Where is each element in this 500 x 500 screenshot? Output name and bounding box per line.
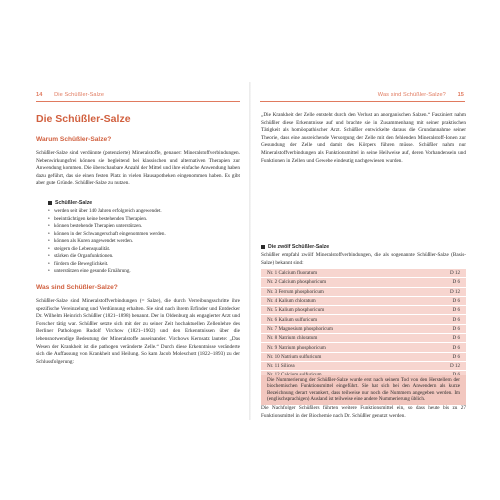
table-row <box>261 269 466 278</box>
table-row <box>261 278 466 287</box>
left-running-title: Die Schüßler-Salze <box>54 92 105 98</box>
section-heading-why: Warum Schüßler-Salze? <box>36 136 112 143</box>
table-row <box>261 334 466 343</box>
benefits-list-item: • beeinträchtigen keine bestehenden Therapien. <box>48 216 238 224</box>
salt-name: Nr. 10 Natrium sulfuricum <box>267 353 322 360</box>
section-heading-what: Was sind Schüßler-Salze? <box>36 284 118 291</box>
benefits-list-item: • unterstützen eine gesunde Ernährung. <box>48 268 238 276</box>
left-running-head <box>36 92 104 98</box>
salts-table-heading <box>261 244 329 250</box>
numbering-note <box>261 375 466 405</box>
benefits-list-item: • fördern die Beweglichkeit. <box>48 261 238 269</box>
table-row <box>261 325 466 334</box>
table-row <box>261 306 466 315</box>
right-page-number: 15 <box>457 92 464 98</box>
salts-table-intro: Schüßler empfahl zwölf Mineralstoffverbindungen, die als sogenannte Schüßler-Salze (Basis-Salze) bekannt sind: <box>261 252 466 266</box>
table-row <box>261 315 466 324</box>
salts-table-heading-text: Die zwölf Schüßler-Salze <box>268 244 330 250</box>
salt-name: Nr. 4 Kalium chloratum <box>267 298 316 305</box>
left-page-number: 14 <box>36 92 43 98</box>
right-running-head <box>378 92 464 98</box>
salt-name: Nr. 8 Natrium chloratum <box>267 335 318 342</box>
salt-potency: D 6 <box>452 279 460 286</box>
salt-potency: D 12 <box>449 363 460 370</box>
intro-body: „Die Krankheit der Zelle entsteht durch den Verlust an anorganischen Salzen.“ Fasziniert nahm Schüßler diese Erkenntnisse auf und brachte sie in Zusammenhang mit seiner praktischen Tätigkeit als homöopathischer Arzt. Schüßler entwickelte daraus die Grundannahme seiner Theorie, dass eine ausreichende Versorgung der Zelle mit den fehlenden Mineralstoff-Ionen zur Gesundung der Zelle und damit des Körpers führen müsse. Schüßler nahm nur Mineralstoffverbindungen als Funktionsmittel in seine Heilweise auf, deren Vorhandensein und Funktionen in Zellen und Gewebe eindeutig nachgewiesen wurden. <box>261 112 466 164</box>
table-row <box>261 343 466 352</box>
salt-name: Nr. 3 Ferrum phosphoricum <box>267 288 324 295</box>
benefits-list-item: • können bestehende Therapien unterstützen. <box>48 223 238 231</box>
table-row <box>261 362 466 371</box>
square-bullet-icon <box>48 201 52 205</box>
table-row <box>261 353 466 362</box>
benefits-list-item: • können als Kuren angewendet werden. <box>48 238 238 246</box>
section-body-why: Schüßler-Salze sind verdünnte (potenzierte) Mineralstoffe, genauer: Mineralstoffverbindungen. Nebenwirkungsfrei können sie begleitend bei klassischen und alternativen Therapien zur Anwendung kommen. Die überschaubare Anzahl der Mittel und ihre einfache Anwendung haben dazu geführt, das sie einen festen Platz in vielen Hausapotheken eingenommen haben. Es gibt aber gute Gründe. Schüßler-Salze zu nutzen. <box>36 150 240 187</box>
salt-name: Nr. 7 Magnesium phosphoricum <box>267 325 333 332</box>
benefits-list-item: • werden seit über 140 Jahren erfolgreich angewendet. <box>48 208 238 216</box>
salt-name: Nr. 11 Silicea <box>267 363 295 370</box>
right-running-title: Was sind Schüßler-Salze? <box>377 92 446 98</box>
salt-name: Nr. 2 Calcium phosphoricum <box>267 279 327 286</box>
section-body-what: Schüßler-Salze sind Mineralstoffverbindungen (= Salze), die durch Verreibungsschritte ihre spezifische Vereinzelung und Verdünnung erhalten. Sie sind nach ihrem Erfinder und Entdecker Dr. Wilhelm Heinrich Schüßler (1821–1898) benannt. Der in Oldenburg als engagierter Arzt und Forscher tätig war. Schüßler setzte sich mit der zu seiner Zeit hochaktuellen Zellenlehre des Berliner Pathologen Rudolf Virchow (1821–1902) und den Erkenntnissen über die lebensnotwendige Bedeutung der Mineralstoffe auseinander. Virchows Kernsatz lautete: „Das Wesen der Krankheit ist die pathogen veränderte Zelle.“ Durch diese Erkenntnisse veränderte sich die Auffassung von Krankheit und Heilung. So kam Jacob Moleschott (1822–1893) zu der Schlussfolgerung: <box>36 298 240 365</box>
salt-name: Nr. 9 Natrium phosphoricum <box>267 344 326 351</box>
table-row <box>261 297 466 306</box>
salt-potency: D 12 <box>449 270 460 277</box>
book-gutter <box>249 82 251 420</box>
benefits-list-item: • steigern die Lebensqualität. <box>48 246 238 254</box>
closing-body: Die Nachfolger Schüßlers führten weitere Funktionsmittel ein, so dass heute bis zu 27 Funktionsmittel in der Biochemie nach Dr. Schüßler genutzt werden. <box>261 405 466 419</box>
numbering-note-text: Die Nummerierung der Schüßler-Salze wurde erst nach seinem Tod von den Herstellern der biochemischen Funktionsmittel eingeführt. Sie hat sich bei den Anwendern als kurze Bezeichnung derart verankert, dass teilweise nur noch die Nummern angegeben werden. Im (englischsprachigen) Ausland ist teilweise eine andere Nummerierung üblich. <box>267 377 460 403</box>
salt-potency: D 6 <box>452 344 460 351</box>
benefits-box-title-text: Schüßler-Salze <box>55 200 93 206</box>
chapter-title: Die Schüßler-Salze <box>36 113 131 125</box>
salt-potency: D 6 <box>452 298 460 305</box>
table-row <box>261 288 466 297</box>
salt-potency: D 6 <box>452 325 460 332</box>
benefits-list-item: • stärken die Organfunktionen. <box>48 253 238 261</box>
salt-name: Nr. 6 Kalium sulfuricum <box>267 316 318 323</box>
salt-potency: D 12 <box>449 288 460 295</box>
salt-name: Nr. 5 Kalium phosphoricum <box>267 307 325 314</box>
right-header-rule <box>260 101 465 102</box>
square-bullet-icon <box>261 245 265 249</box>
salt-potency: D 6 <box>452 316 460 323</box>
benefits-list <box>48 208 238 276</box>
salts-table <box>261 269 466 381</box>
salt-name: Nr. 1 Calcium fluoratum <box>267 270 318 277</box>
benefits-list-item: • können in der Schwangerschaft eingenommen werden. <box>48 231 238 239</box>
salt-potency: D 6 <box>452 335 460 342</box>
salt-potency: D 6 <box>452 353 460 360</box>
salt-potency: D 6 <box>452 307 460 314</box>
benefits-box-title <box>48 200 92 206</box>
left-header-rule <box>36 101 240 102</box>
